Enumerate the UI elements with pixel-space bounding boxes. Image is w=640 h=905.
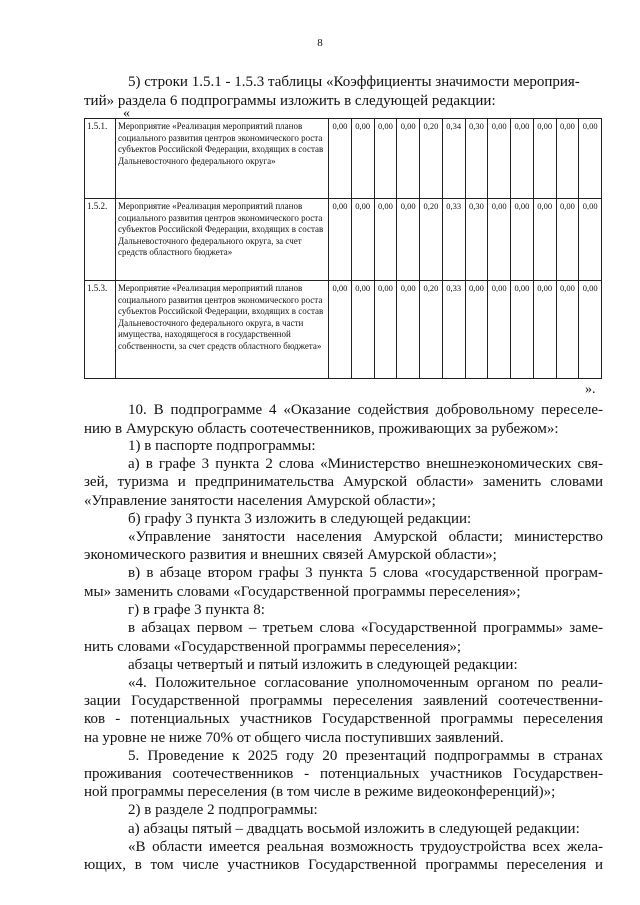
coefficient-cell: 0,00 xyxy=(465,281,488,379)
body-line: 2) в разделе 2 подпрограммы: xyxy=(128,802,318,818)
body-line: «Управление занятости населения Амурской области; министерство xyxy=(128,529,603,545)
body-line: «4. Положительное согласование уполномоченным органом по реали- xyxy=(128,675,603,691)
coefficient-cell: 0,00 xyxy=(488,281,511,379)
body-line: ной программы переселения (в том числе в режиме видеоконференций)»; xyxy=(84,784,556,800)
coefficient-cell: 0,00 xyxy=(374,281,397,379)
coefficient-cell: 0,33 xyxy=(442,281,465,379)
coefficient-cell: 0,00 xyxy=(511,119,534,199)
coefficient-cell: 0,00 xyxy=(397,281,420,379)
body-line: зации Государственной программы переселения заявлений соотечественни- xyxy=(84,693,603,709)
body-line: 10. В подпрограмме 4 «Оказание содействия добровольному переселе- xyxy=(128,402,603,418)
row-description: Мероприятие «Реализация мероприятий планов социального развития центров экономического роста субъектов Российской Федерации, входящих в состав Дальневосточного федерального округа» xyxy=(116,119,329,199)
body-line: на уровне не ниже 70% от общего числа поступивших заявлений. xyxy=(84,730,504,746)
coefficient-cell: 0,00 xyxy=(579,199,602,281)
page-number: 8 xyxy=(317,37,323,49)
table-row xyxy=(85,119,602,199)
body-line: абзацы четвертый и пятый изложить в следующей редакции: xyxy=(128,657,518,673)
coefficient-cell: 0,33 xyxy=(442,199,465,281)
coefficient-cell: 0,00 xyxy=(533,119,556,199)
body-line: 1) в паспорте подпрограммы: xyxy=(128,438,316,454)
body-line: а) в графе 3 пункта 2 слова «Министерство внешнеэкономических свя- xyxy=(128,456,603,472)
body-line: г) в графе 3 пункта 8: xyxy=(128,602,265,618)
body-line: ющих, в том числе участников Государственной программы переселения и xyxy=(84,857,603,873)
coefficient-cell: 0,00 xyxy=(329,119,352,199)
coefficient-cell: 0,00 xyxy=(374,119,397,199)
body-line: нию в Амурскую область соотечественников, проживающих за рубежом»: xyxy=(84,421,559,437)
body-line: нить словами «Государственной программы переселения»; xyxy=(84,639,462,655)
body-line: проживания соотечественников - потенциальных участников Государствен- xyxy=(84,766,603,782)
coefficient-cell: 0,00 xyxy=(556,119,579,199)
row-description: Мероприятие «Реализация мероприятий планов социального развития центров экономического роста субъектов Российской Федерации, входящих в состав Дальневосточного федерального округа, в части имущества, находящегося в государственной собственности, за счет средств областного бюджета» xyxy=(116,281,329,379)
coefficient-cell: 0,00 xyxy=(511,199,534,281)
coefficient-cell: 0,00 xyxy=(397,119,420,199)
body-line: в абзацах первом – третьем слова «Государственной программы» заме- xyxy=(128,620,603,636)
body-line: «Управление занятости населения Амурской области»; xyxy=(84,493,436,509)
table-row xyxy=(85,199,602,281)
body-line: зей, туризма и предпринимательства Амурской области» заменить словами xyxy=(84,474,603,490)
coefficient-cell: 0,00 xyxy=(329,199,352,281)
coefficient-cell: 0,00 xyxy=(511,281,534,379)
row-number: 1.5.2. xyxy=(85,199,116,281)
body-line: ков - потенциальных участников Государственной программы переселения xyxy=(84,711,603,727)
body-line: 5. Проведение к 2025 году 20 презентаций подпрограммы в странах xyxy=(128,748,603,764)
row-number: 1.5.1. xyxy=(85,119,116,199)
coefficient-cell: 0,20 xyxy=(420,119,443,199)
intro-line: 5) строки 1.5.1 - 1.5.3 таблицы «Коэффициенты значимости мероприя- xyxy=(128,74,580,90)
coefficient-cell: 0,00 xyxy=(579,281,602,379)
coefficient-cell: 0,00 xyxy=(533,199,556,281)
coefficient-cell: 0,00 xyxy=(556,281,579,379)
coefficient-cell: 0,00 xyxy=(351,281,374,379)
intro-line: тий» раздела 6 подпрограммы изложить в следующей редакции: xyxy=(84,93,496,109)
coefficient-cell: 0,00 xyxy=(579,119,602,199)
coefficient-cell: 0,00 xyxy=(397,199,420,281)
close-quote: ». xyxy=(585,382,596,397)
table-row xyxy=(85,281,602,379)
coefficient-cell: 0,00 xyxy=(556,199,579,281)
coefficient-cell: 0,30 xyxy=(465,119,488,199)
coefficient-cell: 0,00 xyxy=(329,281,352,379)
coefficient-cell: 0,34 xyxy=(442,119,465,199)
coefficient-cell: 0,00 xyxy=(351,199,374,281)
coefficient-cell: 0,30 xyxy=(465,199,488,281)
coefficient-cell: 0,00 xyxy=(488,199,511,281)
coefficient-cell: 0,20 xyxy=(420,199,443,281)
row-description: Мероприятие «Реализация мероприятий планов социального развития центров экономического роста субъектов Российской Федерации, входящих в состав Дальневосточного федерального округа, за счет средств областного бюджета» xyxy=(116,199,329,281)
body-line: в) в абзаце втором графы 3 пункта 5 слова «государственной програм- xyxy=(128,565,603,581)
body-line: «В области имеется реальная возможность трудоустройства всех жела- xyxy=(128,839,603,855)
body-line: экономического развития и внешних связей Амурской области»; xyxy=(84,547,497,563)
body-line: б) графу 3 пункта 3 изложить в следующей редакции: xyxy=(128,511,472,527)
coefficient-cell: 0,00 xyxy=(488,119,511,199)
body-line: а) абзацы пятый – двадцать восьмой изложить в следующей редакции: xyxy=(128,821,580,837)
coefficient-cell: 0,00 xyxy=(533,281,556,379)
body-line: мы» заменить словами «Государственной программы переселения»; xyxy=(84,584,521,600)
coefficient-cell: 0,00 xyxy=(374,199,397,281)
coefficient-cell: 0,00 xyxy=(351,119,374,199)
open-quote: « xyxy=(123,106,130,121)
coefficient-cell: 0,20 xyxy=(420,281,443,379)
row-number: 1.5.3. xyxy=(85,281,116,379)
coefficients-table xyxy=(84,118,602,379)
